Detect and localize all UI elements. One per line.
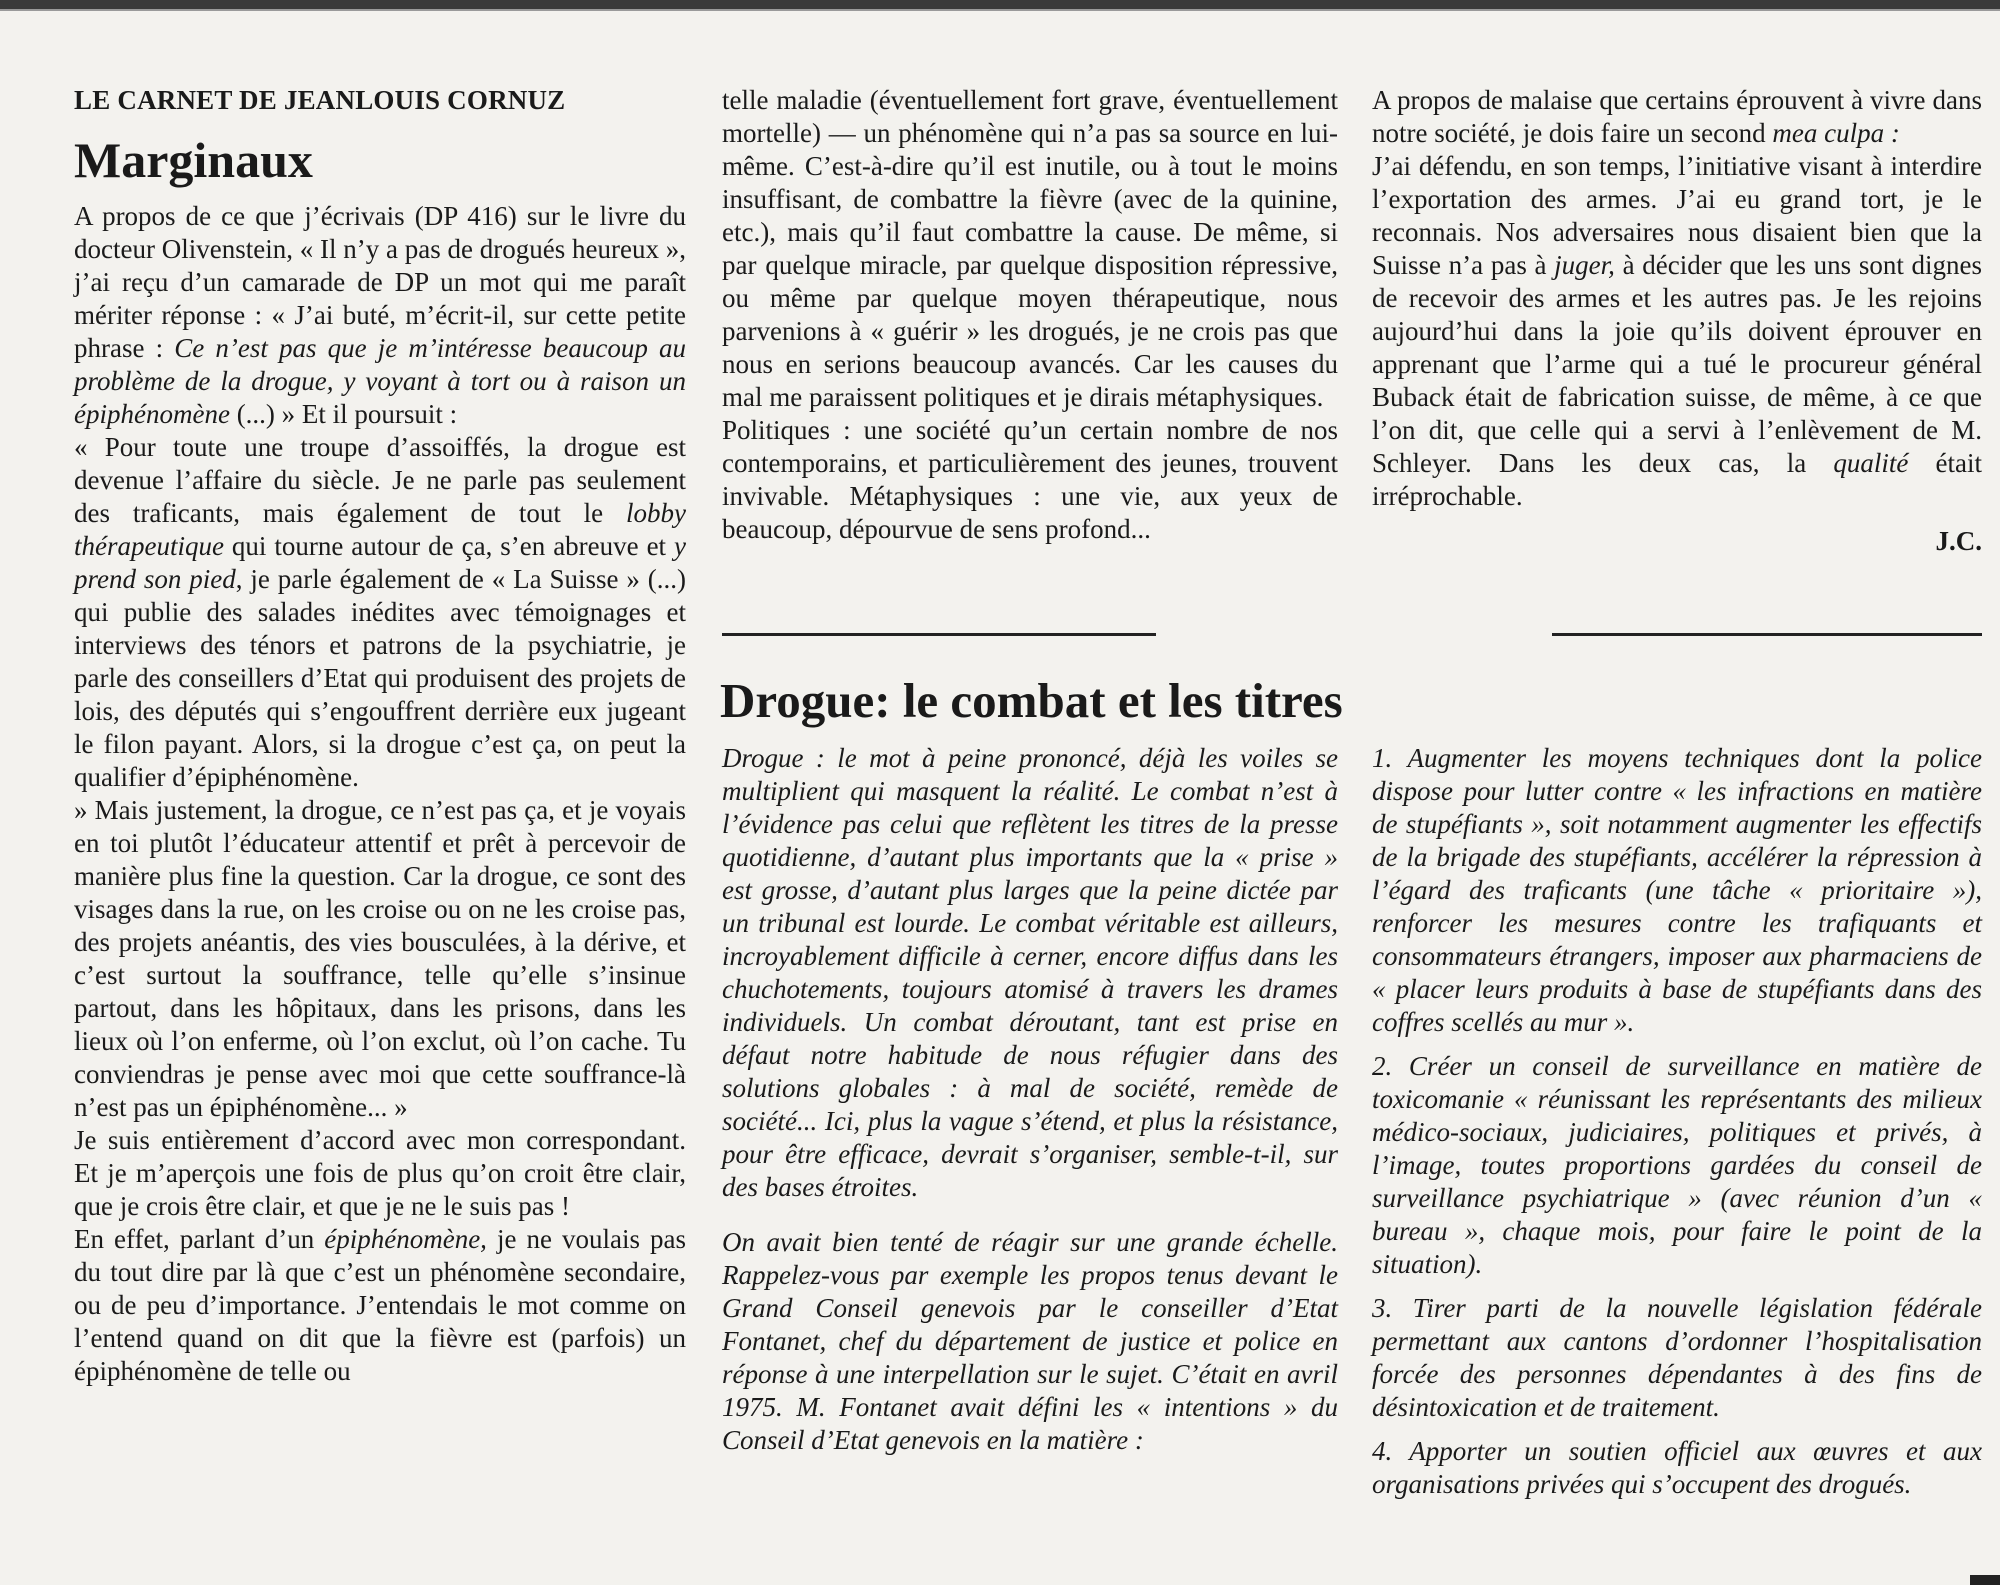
italic-run: qualité (1833, 448, 1909, 478)
paragraph (1372, 150, 1982, 513)
italic-run: épiphénomène, (324, 1224, 487, 1254)
italic-run: mea culpa : (1772, 118, 1900, 148)
paragraph: telle maladie (éventuellement fort grave, éventuellement mortelle) — un phénomène qui n’a pas sa source en lui-même. C’est-à-dire qu’il est inutile, ou à tout le moins insuffisant, de combattre la fièvre (avec de la quinine, etc.), mais qu’il faut combattre la cause. De même, si par quelque miracle, par quelque disposition répressive, ou même par quelque moyen thérapeutique, nous parvenions à « guérir » les drogués, je ne crois pas que nous en serions beaucoup avancés. Car les causes du mal me paraissent politiques et je dirais métaphysiques. (722, 85, 1338, 412)
article1-column-3 (1372, 84, 1982, 558)
paragraph: Je suis entièrement d’accord avec mon correspondant. Et je m’aperçois une fois de plus qu’on croit être clair, que je crois être clair, et que je ne le suis pas ! (74, 1125, 686, 1221)
page-corner-mark (1970, 1575, 2000, 1585)
article2-title: Drogue: le combat et les titres (720, 673, 1343, 728)
section-divider-left (722, 633, 1156, 636)
italic-run: juger, (1554, 250, 1615, 280)
paragraph (74, 1223, 686, 1388)
text-run: J’ai défendu, en son temps, l’initiative visant à interdire l’exportation des armes. J’ai eu grand tort, je le reconnais. Nos adversaires nous disaient bien que la Suisse n’a pas à (1372, 151, 1982, 280)
text-run: était irréprochable. (1372, 448, 1982, 511)
text-run: A propos de malaise que certains éprouvent à vivre dans notre société, je dois faire un second (1372, 85, 1982, 148)
italic-run: lobby thérapeutique (74, 498, 686, 561)
paragraph (74, 431, 686, 794)
section-divider-right (1552, 633, 1982, 636)
paragraph (74, 200, 686, 431)
list-item: 3. Tirer parti de la nouvelle législation fédérale permettant aux cantons d’ordonner l’hospitalisation forcée des personnes dépendantes à des fins de désintoxication et de traitement. (1372, 1293, 1982, 1422)
article2-column-1 (722, 742, 1338, 1457)
author-signature: J.C. (1935, 526, 1982, 556)
list-item: 1. Augmenter les moyens techniques dont la police dispose pour lutter contre « les infractions en matière de stupéfiants », soit notamment augmenter les effectifs de la brigade des stupéfiants, accélérer la répression à l’égard des traficants (une tâche « prioritaire »), renforcer les mesures contre les trafiquants et consommateurs étrangers, imposer aux pharmaciens de « placer leurs produits à base de stupéfiants dans des coffres scellés au mur ». (1372, 743, 1982, 1037)
italic-run: Ce n’est pas que je m’intéresse beaucoup au problème de la drogue, y voyant à tort ou à raison un épiphénomène (74, 333, 687, 429)
top-rule-thin (0, 9, 2000, 11)
article-title: Marginaux (74, 132, 313, 188)
text-run: A propos de ce que j’écrivais (DP 416) sur le livre du docteur Olivenstein, « Il n’y a pas de drogués heureux », j’ai reçu d’un camarade de DP un mot qui me paraît mériter réponse : « J’ai buté, m’écrit-il, sur cette petite phrase : (74, 201, 686, 363)
paragraph: » Mais justement, la drogue, ce n’est pas ça, et je voyais en toi plutôt l’éducateur attentif et prêt à percevoir de manière plus fine la question. Car la drogue, ce sont des visages dans la rue, on les croise ou on ne les croise pas, des projets anéantis, des vies bousculées, à la dérive, et c’est surtout la souffrance, telle qu’elle s’insinue partout, dans les hôpitaux, dans les prisons, dans les lieux où l’on enferme, où l’on exclut, où l’on cache. Tu conviendras je pense avec moi que cette souffrance-là n’est pas un épiphénomène... » (74, 795, 686, 1122)
article1-column-1 (74, 84, 686, 1388)
top-rule (0, 0, 2000, 9)
paragraph: On avait bien tenté de réagir sur une grande échelle. Rappelez-vous par exemple les propos tenus devant le Grand Conseil genevois par le conseiller d’Etat Fontanet, chef du département de justice et police en réponse à une interpellation sur le sujet. C’était en avril 1975. M. Fontanet avait défini les « intentions » du Conseil d’Etat genevois en la matière : (722, 1227, 1338, 1455)
paragraph: Drogue : le mot à peine prononcé, déjà les voiles se multiplient qui masquent la réalité. Le combat n’est à l’évidence pas celui que reflètent les titres de la presse quotidienne, d’autant plus importants que la « prise » est grosse, d’autant plus larges que la peine dictée par un tribunal est lourde. Le combat véritable est ailleurs, incroyablement difficile à cerner, encore diffus dans les chuchotements, toujours atomisé à travers les drames individuels. Un combat déroutant, tant est prise en défaut notre habitude de nous réfugier dans des solutions globales : à mal de société, remède de société... Ici, plus la vague s’étend, et plus la résistance, pour être efficace, devrait s’organiser, semble-t-il, sur des bases étroites. (722, 743, 1338, 1202)
text-run: « Pour toute une troupe d’assoiffés, la drogue est devenue l’affaire du siècle. Je ne parle pas seulement des traficants, mais également de tout le (74, 432, 686, 528)
text-run: (...) » Et il poursuit : (229, 399, 458, 429)
text-run: En effet, parlant d’un (74, 1224, 325, 1254)
italic-run: y prend son pied (74, 531, 686, 594)
text-run: qui tourne autour de ça, s’en abreuve et (223, 531, 675, 561)
article2-column-2 (1372, 742, 1982, 1501)
list-item: 4. Apporter un soutien officiel aux œuvres et aux organisations privées qui s’occupent des drogués. (1372, 1436, 1982, 1499)
text-run: à décider que les uns sont dignes de recevoir des armes et les autres pas. Je les rejoins aujourd’hui dans la joie qu’ils doivent éprouver en apprenant que l’arme qui a tué le procureur général Buback était de fabrication suisse, de même, à ce que l’on dit, que celle qui a servi à l’enlèvement de M. Schleyer. Dans les deux cas, la (1372, 250, 1983, 478)
column-kicker: LE CARNET DE JEANLOUIS CORNUZ (74, 85, 566, 115)
list-item: 2. Créer un conseil de surveillance en matière de toxicomanie « réunissant les représentants des milieux médico-sociaux, judiciaires, politiques et privés, à l’image, toutes proportions gardées du conseil de surveillance psychiatrique » (avec réunion d’un « bureau », chaque mois, pour faire le point de la situation). (1372, 1051, 1982, 1279)
paragraph (1372, 84, 1982, 150)
paragraph: Politiques : une société qu’un certain nombre de nos contemporains, et particulièrement des jeunes, trouvent invivable. Métaphysiques : une vie, aux yeux de beaucoup, dépourvue de sens profond... (722, 415, 1338, 544)
text-run: , je parle également de « La Suisse » (...) qui publie des salades inédites avec témoignages et interviews des ténors et patrons de la psychiatrie, je parle des conseillers d’Etat qui produisent des projets de lois, des députés qui s’engouffrent derrière eux jugeant le filon payant. Alors, si la drogue c’est ça, on peut la qualifier d’épiphénomène. (74, 564, 686, 792)
article1-column-2 (722, 84, 1338, 546)
text-run: je ne voulais pas du tout dire par là que c’est un phénomène secondaire, ou de peu d’importance. J’entendais le mot comme on l’entend quand on dit que la fièvre est (parfois) un épiphénomène de telle ou (74, 1224, 686, 1386)
